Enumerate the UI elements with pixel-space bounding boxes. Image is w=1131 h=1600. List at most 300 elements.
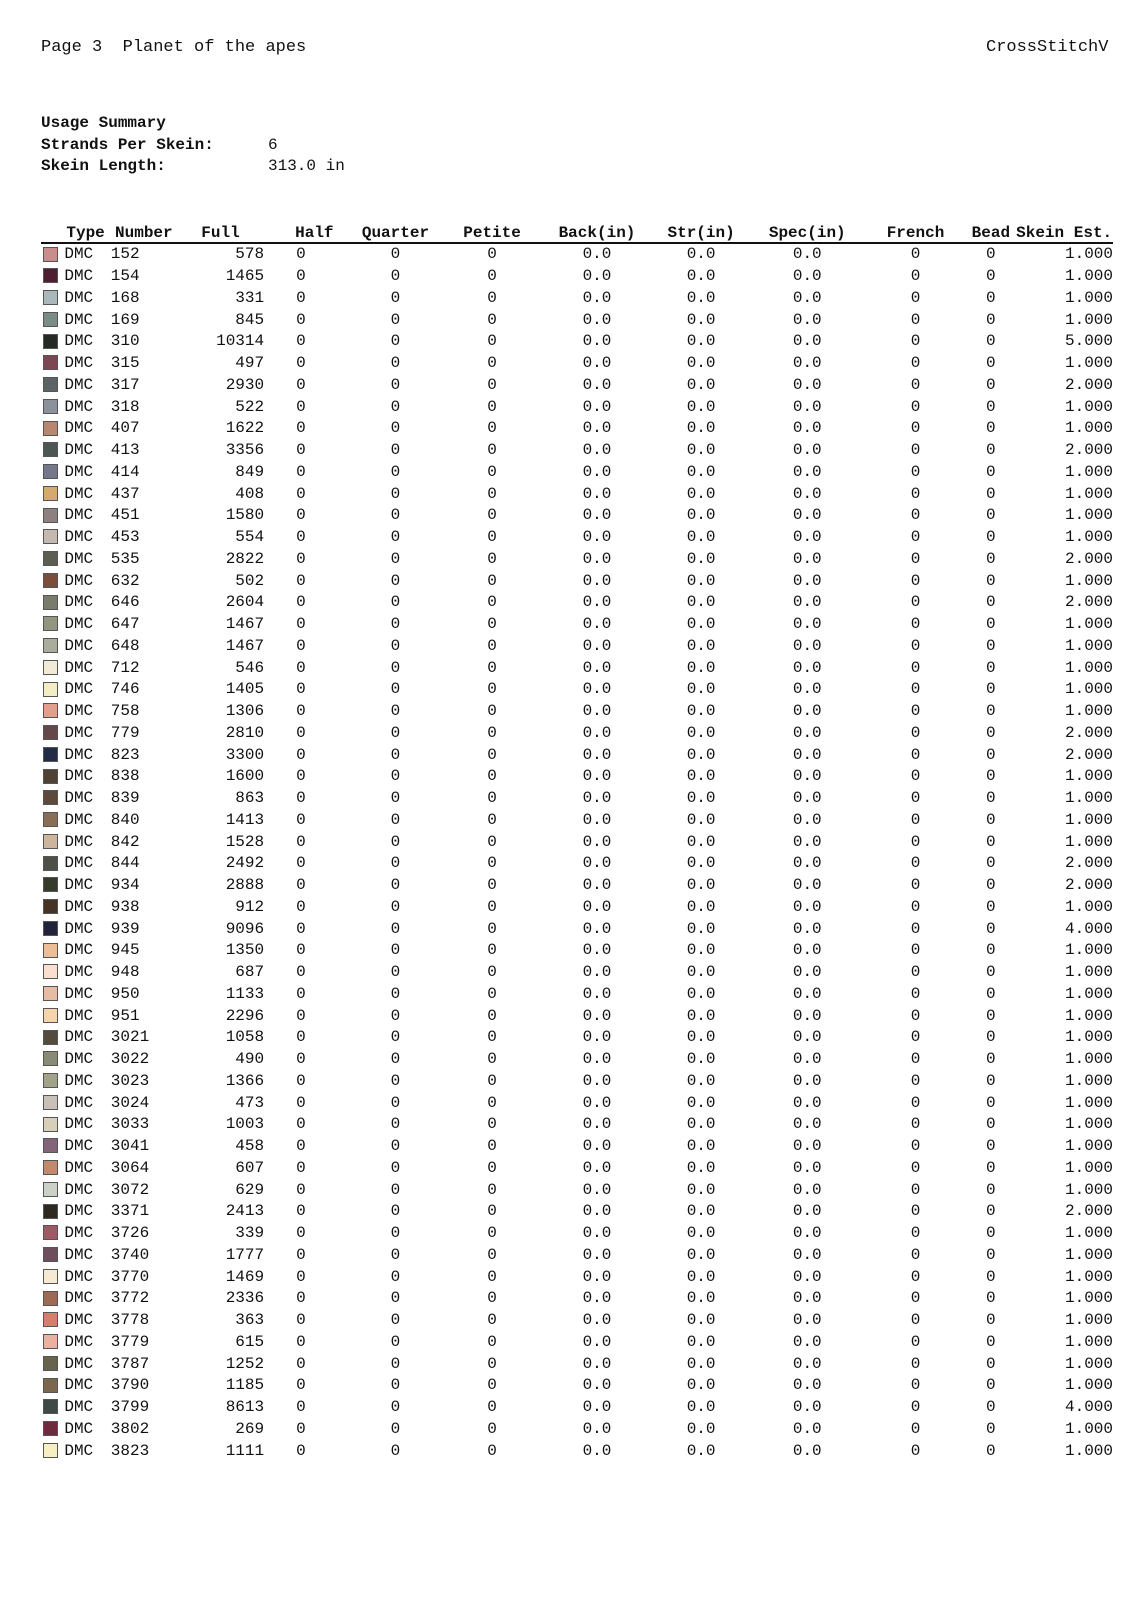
table-row xyxy=(41,1071,1113,1093)
color-swatch xyxy=(43,573,58,588)
thread-number: 838 xyxy=(110,767,140,786)
petite-count: 0 xyxy=(487,1289,497,1308)
skein-estimate: 1.000 xyxy=(1064,419,1113,438)
bead-count: 0 xyxy=(986,397,996,416)
quarter-count: 0 xyxy=(390,528,401,547)
table-row xyxy=(41,940,1113,962)
swatch-cell xyxy=(41,353,64,375)
skein-estimate: 1.000 xyxy=(1064,636,1113,655)
str-length: 0.0 xyxy=(686,1093,716,1112)
str-length: 0.0 xyxy=(686,1419,716,1438)
table-row xyxy=(41,440,1113,462)
bead-count: 0 xyxy=(986,441,996,460)
thread-type: DMC xyxy=(64,1245,94,1264)
bead-count: 0 xyxy=(986,1028,996,1047)
half-count: 0 xyxy=(296,332,306,351)
color-swatch xyxy=(43,1117,58,1132)
col-skein-est: Skein Est. xyxy=(1015,219,1113,243)
table-row xyxy=(41,1027,1113,1049)
thread-number: 3033 xyxy=(110,1115,150,1134)
full-count: 1528 xyxy=(225,832,265,851)
full-count: 339 xyxy=(235,1224,265,1243)
quarter-count: 0 xyxy=(390,1441,401,1460)
french-count: 0 xyxy=(910,897,921,916)
spec-length: 0.0 xyxy=(792,789,822,808)
thread-type: DMC xyxy=(64,1028,94,1047)
petite-count: 0 xyxy=(487,1376,497,1395)
back-length: 0.0 xyxy=(582,1158,612,1177)
full-count: 863 xyxy=(235,789,265,808)
quarter-count: 0 xyxy=(390,1093,401,1112)
bead-count: 0 xyxy=(986,593,996,612)
table-row xyxy=(41,483,1113,505)
french-count: 0 xyxy=(910,1202,921,1221)
french-count: 0 xyxy=(910,1311,921,1330)
thread-number: 168 xyxy=(110,288,140,307)
str-length: 0.0 xyxy=(686,1224,716,1243)
table-row xyxy=(41,875,1113,897)
thread-number: 746 xyxy=(110,680,140,699)
back-length: 0.0 xyxy=(582,310,612,329)
half-count: 0 xyxy=(296,571,306,590)
skein-estimate: 2.000 xyxy=(1064,723,1113,742)
bead-count: 0 xyxy=(986,854,996,873)
back-length: 0.0 xyxy=(582,658,612,677)
petite-count: 0 xyxy=(487,528,497,547)
half-count: 0 xyxy=(296,1224,306,1243)
thread-type: DMC xyxy=(64,832,94,851)
petite-count: 0 xyxy=(487,767,497,786)
skein-estimate: 2.000 xyxy=(1064,854,1113,873)
thread-number: 939 xyxy=(110,919,140,938)
back-length: 0.0 xyxy=(582,1441,612,1460)
skein-estimate: 1.000 xyxy=(1064,462,1113,481)
str-length: 0.0 xyxy=(686,419,716,438)
thread-type: DMC xyxy=(64,745,94,764)
color-swatch xyxy=(43,486,58,501)
swatch-cell xyxy=(41,243,64,266)
spec-length: 0.0 xyxy=(792,1224,822,1243)
back-length: 0.0 xyxy=(582,1093,612,1112)
thread-type: DMC xyxy=(64,1376,94,1395)
petite-count: 0 xyxy=(487,636,497,655)
quarter-count: 0 xyxy=(390,484,401,503)
spec-length: 0.0 xyxy=(792,571,822,590)
thread-type: DMC xyxy=(64,1115,94,1134)
full-count: 3300 xyxy=(225,745,265,764)
full-count: 849 xyxy=(235,462,265,481)
thread-number: 3022 xyxy=(110,1050,150,1069)
bead-count: 0 xyxy=(986,506,996,525)
skein-estimate: 1.000 xyxy=(1064,789,1113,808)
bead-count: 0 xyxy=(986,288,996,307)
french-count: 0 xyxy=(910,1050,921,1069)
back-length: 0.0 xyxy=(582,484,612,503)
french-count: 0 xyxy=(910,658,921,677)
bead-count: 0 xyxy=(986,310,996,329)
full-count: 8613 xyxy=(225,1398,265,1417)
col-spec: Spec(in) xyxy=(750,219,865,243)
bead-count: 0 xyxy=(986,941,996,960)
full-count: 687 xyxy=(235,963,265,982)
quarter-count: 0 xyxy=(390,789,401,808)
back-length: 0.0 xyxy=(582,506,612,525)
thread-type: DMC xyxy=(64,245,94,264)
spec-length: 0.0 xyxy=(792,1180,822,1199)
table-header-row xyxy=(41,219,1113,243)
petite-count: 0 xyxy=(487,571,497,590)
thread-number: 3726 xyxy=(110,1224,150,1243)
back-length: 0.0 xyxy=(582,354,612,373)
quarter-count: 0 xyxy=(390,1354,401,1373)
spec-length: 0.0 xyxy=(792,593,822,612)
bead-count: 0 xyxy=(986,615,996,634)
full-count: 1111 xyxy=(225,1441,265,1460)
str-length: 0.0 xyxy=(686,636,716,655)
table-row xyxy=(41,1353,1113,1375)
full-count: 546 xyxy=(235,658,265,677)
str-length: 0.0 xyxy=(686,1137,716,1156)
color-swatch xyxy=(43,442,58,457)
half-count: 0 xyxy=(296,767,306,786)
bead-count: 0 xyxy=(986,571,996,590)
table-row xyxy=(41,1419,1113,1441)
table-row xyxy=(41,744,1113,766)
half-count: 0 xyxy=(296,832,306,851)
quarter-count: 0 xyxy=(390,419,401,438)
str-length: 0.0 xyxy=(686,332,716,351)
swatch-cell xyxy=(41,331,64,353)
full-count: 3356 xyxy=(225,441,265,460)
bead-count: 0 xyxy=(986,680,996,699)
bead-count: 0 xyxy=(986,1419,996,1438)
french-count: 0 xyxy=(910,1398,921,1417)
french-count: 0 xyxy=(910,1245,921,1264)
table-row xyxy=(41,657,1113,679)
half-count: 0 xyxy=(296,484,306,503)
full-count: 458 xyxy=(235,1137,265,1156)
table-row xyxy=(41,1136,1113,1158)
half-count: 0 xyxy=(296,593,306,612)
color-swatch xyxy=(43,421,58,436)
str-length: 0.0 xyxy=(686,571,716,590)
color-swatch xyxy=(43,660,58,675)
color-swatch xyxy=(43,1334,58,1349)
bead-count: 0 xyxy=(986,375,996,394)
spec-length: 0.0 xyxy=(792,1028,822,1047)
skein-estimate: 1.000 xyxy=(1064,1071,1113,1090)
full-count: 1133 xyxy=(225,984,265,1003)
color-swatch xyxy=(43,355,58,370)
petite-count: 0 xyxy=(487,1267,497,1286)
petite-count: 0 xyxy=(487,1158,497,1177)
bead-count: 0 xyxy=(986,658,996,677)
french-count: 0 xyxy=(910,1419,921,1438)
thread-number: 3790 xyxy=(110,1376,150,1395)
quarter-count: 0 xyxy=(390,1028,401,1047)
full-count: 607 xyxy=(235,1158,265,1177)
full-count: 473 xyxy=(235,1093,265,1112)
half-count: 0 xyxy=(296,702,306,721)
quarter-count: 0 xyxy=(390,897,401,916)
full-count: 1777 xyxy=(225,1245,265,1264)
back-length: 0.0 xyxy=(582,1137,612,1156)
table-row xyxy=(41,1223,1113,1245)
half-count: 0 xyxy=(296,354,306,373)
back-length: 0.0 xyxy=(582,245,612,264)
str-length: 0.0 xyxy=(686,789,716,808)
french-count: 0 xyxy=(910,876,921,895)
table-row xyxy=(41,1397,1113,1419)
french-count: 0 xyxy=(910,441,921,460)
table-row xyxy=(41,679,1113,701)
spec-length: 0.0 xyxy=(792,854,822,873)
full-count: 1600 xyxy=(225,767,265,786)
str-length: 0.0 xyxy=(686,1245,716,1264)
thread-type: DMC xyxy=(64,615,94,634)
full-count: 1465 xyxy=(225,267,265,286)
french-count: 0 xyxy=(910,1224,921,1243)
full-count: 1366 xyxy=(225,1071,265,1090)
spec-length: 0.0 xyxy=(792,549,822,568)
table-row xyxy=(41,766,1113,788)
thread-type: DMC xyxy=(64,1202,94,1221)
back-length: 0.0 xyxy=(582,1050,612,1069)
color-swatch xyxy=(43,1443,58,1458)
skein-estimate: 1.000 xyxy=(1064,354,1113,373)
thread-type: DMC xyxy=(64,1289,94,1308)
french-count: 0 xyxy=(910,1441,921,1460)
spec-length: 0.0 xyxy=(792,1311,822,1330)
back-length: 0.0 xyxy=(582,528,612,547)
petite-count: 0 xyxy=(487,484,497,503)
back-length: 0.0 xyxy=(582,419,612,438)
spec-length: 0.0 xyxy=(792,354,822,373)
str-length: 0.0 xyxy=(686,1071,716,1090)
spec-length: 0.0 xyxy=(792,919,822,938)
thread-number: 315 xyxy=(110,354,140,373)
table-row xyxy=(41,1201,1113,1223)
thread-number: 646 xyxy=(110,593,140,612)
thread-number: 3772 xyxy=(110,1289,150,1308)
full-count: 1350 xyxy=(225,941,265,960)
half-count: 0 xyxy=(296,375,306,394)
spec-length: 0.0 xyxy=(792,528,822,547)
french-count: 0 xyxy=(910,636,921,655)
spec-length: 0.0 xyxy=(792,702,822,721)
table-row xyxy=(41,505,1113,527)
str-length: 0.0 xyxy=(686,288,716,307)
thread-number: 648 xyxy=(110,636,140,655)
thread-type: DMC xyxy=(64,1006,94,1025)
str-length: 0.0 xyxy=(686,1028,716,1047)
thread-number: 3072 xyxy=(110,1180,150,1199)
petite-count: 0 xyxy=(487,506,497,525)
table-row xyxy=(41,788,1113,810)
swatch-cell xyxy=(41,984,64,1006)
thread-type: DMC xyxy=(64,462,94,481)
back-length: 0.0 xyxy=(582,1071,612,1090)
full-count: 1469 xyxy=(225,1267,265,1286)
back-length: 0.0 xyxy=(582,1245,612,1264)
bead-count: 0 xyxy=(986,1245,996,1264)
thread-type: DMC xyxy=(64,1224,94,1243)
str-length: 0.0 xyxy=(686,310,716,329)
skein-estimate: 1.000 xyxy=(1064,941,1113,960)
thread-type: DMC xyxy=(64,1398,94,1417)
half-count: 0 xyxy=(296,636,306,655)
full-count: 2888 xyxy=(225,876,265,895)
half-count: 0 xyxy=(296,419,306,438)
table-row xyxy=(41,243,1113,266)
swatch-cell xyxy=(41,440,64,462)
quarter-count: 0 xyxy=(390,397,401,416)
color-swatch xyxy=(43,1030,58,1045)
spec-length: 0.0 xyxy=(792,1441,822,1460)
french-count: 0 xyxy=(910,702,921,721)
thread-number: 951 xyxy=(110,1006,140,1025)
thread-number: 945 xyxy=(110,941,140,960)
back-length: 0.0 xyxy=(582,549,612,568)
color-swatch xyxy=(43,1225,58,1240)
table-row xyxy=(41,1158,1113,1180)
skein-estimate: 1.000 xyxy=(1064,245,1113,264)
half-count: 0 xyxy=(296,810,306,829)
str-length: 0.0 xyxy=(686,919,716,938)
skein-length-row xyxy=(41,156,345,178)
bead-count: 0 xyxy=(986,876,996,895)
skein-estimate: 2.000 xyxy=(1064,745,1113,764)
swatch-cell xyxy=(41,418,64,440)
table-row xyxy=(41,288,1113,310)
spec-length: 0.0 xyxy=(792,288,822,307)
petite-count: 0 xyxy=(487,1050,497,1069)
str-length: 0.0 xyxy=(686,963,716,982)
petite-count: 0 xyxy=(487,745,497,764)
thread-number: 3802 xyxy=(110,1419,150,1438)
quarter-count: 0 xyxy=(390,506,401,525)
thread-number: 3740 xyxy=(110,1245,150,1264)
quarter-count: 0 xyxy=(390,941,401,960)
quarter-count: 0 xyxy=(390,832,401,851)
quarter-count: 0 xyxy=(390,854,401,873)
thread-type: DMC xyxy=(64,702,94,721)
quarter-count: 0 xyxy=(390,658,401,677)
swatch-cell xyxy=(41,831,64,853)
skein-estimate: 4.000 xyxy=(1064,919,1113,938)
french-count: 0 xyxy=(910,528,921,547)
petite-count: 0 xyxy=(487,1071,497,1090)
color-swatch xyxy=(43,268,58,283)
str-length: 0.0 xyxy=(686,1398,716,1417)
table-row xyxy=(41,462,1113,484)
table-row xyxy=(41,1266,1113,1288)
full-count: 2413 xyxy=(225,1202,265,1221)
french-count: 0 xyxy=(910,397,921,416)
skein-estimate: 1.000 xyxy=(1064,832,1113,851)
str-length: 0.0 xyxy=(686,484,716,503)
petite-count: 0 xyxy=(487,876,497,895)
swatch-cell xyxy=(41,810,64,832)
str-length: 0.0 xyxy=(686,1311,716,1330)
petite-count: 0 xyxy=(487,1245,497,1264)
str-length: 0.0 xyxy=(686,1289,716,1308)
swatch-cell xyxy=(41,1245,64,1267)
petite-count: 0 xyxy=(487,1419,497,1438)
back-length: 0.0 xyxy=(582,854,612,873)
bead-count: 0 xyxy=(986,1332,996,1351)
thread-type: DMC xyxy=(64,723,94,742)
quarter-count: 0 xyxy=(390,810,401,829)
swatch-cell xyxy=(41,788,64,810)
half-count: 0 xyxy=(296,1093,306,1112)
skein-estimate: 1.000 xyxy=(1064,1267,1113,1286)
thread-type: DMC xyxy=(64,332,94,351)
skein-estimate: 1.000 xyxy=(1064,658,1113,677)
skein-estimate: 2.000 xyxy=(1064,593,1113,612)
full-count: 1622 xyxy=(225,419,265,438)
spec-length: 0.0 xyxy=(792,984,822,1003)
color-swatch xyxy=(43,551,58,566)
thread-type: DMC xyxy=(64,484,94,503)
quarter-count: 0 xyxy=(390,636,401,655)
quarter-count: 0 xyxy=(390,1419,401,1438)
french-count: 0 xyxy=(910,1354,921,1373)
color-swatch xyxy=(43,247,58,262)
color-swatch xyxy=(43,834,58,849)
skein-estimate: 1.000 xyxy=(1064,1028,1113,1047)
str-length: 0.0 xyxy=(686,267,716,286)
table-body xyxy=(41,243,1113,1462)
spec-length: 0.0 xyxy=(792,1115,822,1134)
color-swatch xyxy=(43,725,58,740)
petite-count: 0 xyxy=(487,1028,497,1047)
swatch-cell xyxy=(41,527,64,549)
skein-estimate: 1.000 xyxy=(1064,1332,1113,1351)
back-length: 0.0 xyxy=(582,1398,612,1417)
bead-count: 0 xyxy=(986,549,996,568)
thread-type: DMC xyxy=(64,1093,94,1112)
table-row xyxy=(41,1114,1113,1136)
spec-length: 0.0 xyxy=(792,1093,822,1112)
full-count: 554 xyxy=(235,528,265,547)
quarter-count: 0 xyxy=(390,723,401,742)
table-row xyxy=(41,984,1113,1006)
color-swatch xyxy=(43,1312,58,1327)
bead-count: 0 xyxy=(986,767,996,786)
swatch-cell xyxy=(41,614,64,636)
skein-estimate: 1.000 xyxy=(1064,1245,1113,1264)
color-swatch xyxy=(43,812,58,827)
quarter-count: 0 xyxy=(390,680,401,699)
color-swatch xyxy=(43,899,58,914)
bead-count: 0 xyxy=(986,245,996,264)
thread-number: 3787 xyxy=(110,1354,150,1373)
half-count: 0 xyxy=(296,1028,306,1047)
full-count: 2822 xyxy=(225,549,265,568)
skein-estimate: 1.000 xyxy=(1064,615,1113,634)
str-length: 0.0 xyxy=(686,1376,716,1395)
thread-number: 154 xyxy=(110,267,140,286)
table-row xyxy=(41,701,1113,723)
color-swatch xyxy=(43,334,58,349)
skein-estimate: 1.000 xyxy=(1064,897,1113,916)
back-length: 0.0 xyxy=(582,767,612,786)
half-count: 0 xyxy=(296,897,306,916)
half-count: 0 xyxy=(296,1071,306,1090)
skein-estimate: 1.000 xyxy=(1064,528,1113,547)
french-count: 0 xyxy=(910,1289,921,1308)
